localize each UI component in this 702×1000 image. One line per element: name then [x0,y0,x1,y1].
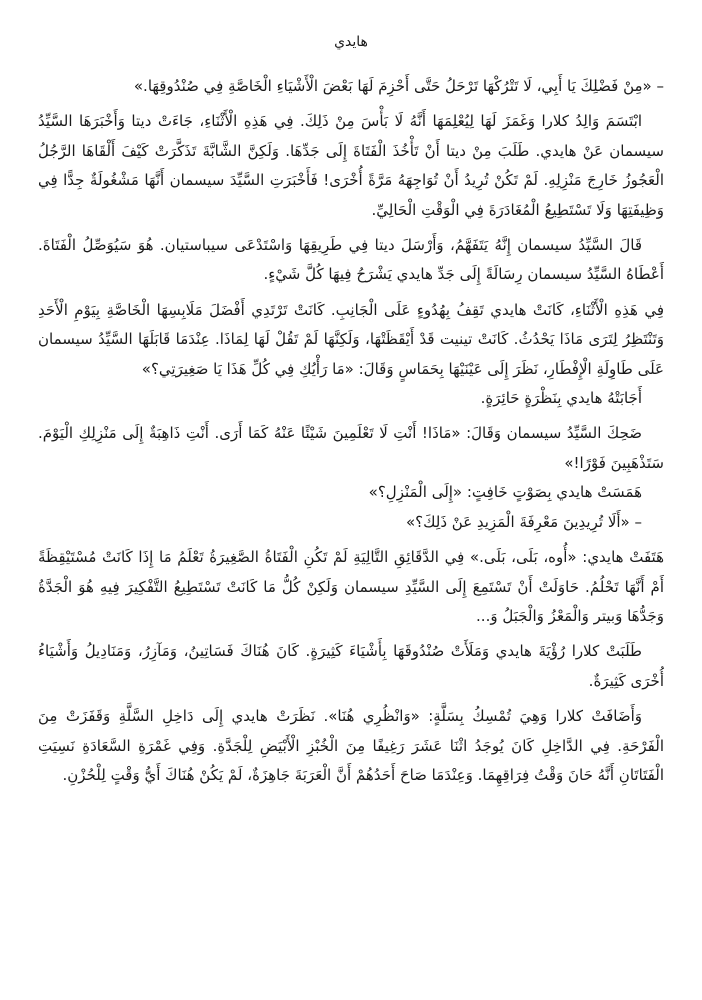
paragraph-1: – «مِنْ فَضْلِكَ يَا أَبِي، لَا تَتْرُكْهَا تَرْحَلُ حَتَّى أَحْزِمَ لَهَا بَعْضَ الْأَشْيَاءِ الْخَاصَّةِ فِي صُنْدُوقِهَا.» [133,77,664,95]
paragraph-3: قَالَ السَّيِّدُ سيسمان إِنَّهُ يَتَفَهَّمُ، وَأَرْسَلَ ديتا فِي طَرِيقِهَا وَاسْتَدْعَى سيباستيان. هُوَ سَيُوَصِّلُ الْفَتَاةَ. أَعْطَاهُ السَّيِّدُ سيسمان رِسَالَةً إِلَى جَدِّ هايدي يَشْرَحُ فِيهَا كُلَّ شَيْءٍ. [38,236,664,284]
paragraph-6: ضَحِكَ السَّيِّدُ سيسمان وَقَالَ: «مَاذَا! أَنْتِ لَا تَعْلَمِينَ شَيْئًا عَنْهُ كَمَا أَرَى. أَنْتِ ذَاهِبَةٌ إِلَى مَنْزِلِكِ الْيَوْمَ. سَتَذْهَبِينَ فَوْرًا!» [38,424,664,472]
page-body [38,72,664,790]
paragraph-8: – «أَلَا تُرِيدِينَ مَعْرِفَةَ الْمَزِيدِ عَنْ ذَلِكَ؟» [406,512,642,531]
paragraph-5: أَجَابَتْهُ هايدي بِنَظْرَةٍ حَائِرَةٍ. [480,389,642,408]
paragraph-11: وَأَضَافَتْ كلارا وَهِيَ تُمْسِكُ بِسَلَّةٍ: «وَانْظُرِي هُنَا». نَظَرَتْ هايدي إِلَى دَاخِلِ السَّلَّةِ وَقَفَزَتْ مِنَ الْفَرْحَةِ. فِي الدَّاخِلِ كَانَ يُوجَدُ اثْنَا عَشَرَ رَغِيفًا مِنَ الْخُبْزِ الْأَبْيَضِ لِلْجَدَّةِ. وَفِي غَمْرَةِ السَّعَادَةِ نَسِيَتِ الْفَتَاتَانِ أَنَّهُ حَانَ وَقْتُ فِرَاقِهِمَا. وَعِنْدَمَا صَاحَ أَحَدُهُمْ أَنَّ الْعَرَبَةَ جَاهِزَةٌ، لَمْ يَكُنْ هُنَاكَ أَيُّ وَقْتٍ لِلْحُزْنِ. [38,707,664,784]
paragraph-7: هَمَسَتْ هايدي بِصَوْتٍ خَافِتٍ: «إِلَى الْمَنْزِلِ؟» [368,483,642,502]
paragraph-9: هَتَفَتْ هايدي: «أُوه، بَلَى، بَلَى.» فِي الدَّقَائِقِ التَّالِيَةِ لَمْ تَكُنِ الْفَتَاةُ الصَّغِيرَةُ تَعْلَمُ مَا إِذَا كَانَتْ مُسْتَيْقِظَةً أَمْ أَنَّهَا تَحْلُمُ. حَاوَلَتْ أَنْ تَسْتَمِعَ إِلَى السَّيِّدِ سيسمان وَلَكِنْ كُلُّ مَا كَانَتْ تَسْتَطِيعُ التَّفْكِيرَ فِيهِ هُوَ الْجَدَّةُ وَجَدُّهَا وَبيتر وَالْمَعْزُ وَالْجَبَلُ وَ... [38,548,664,625]
running-header: هايدي [334,34,368,50]
paragraph-4: فِي هَذِهِ الْأَثْنَاءِ، كَانَتْ هايدي تَقِفُ بِهُدُوءٍ عَلَى الْجَانِبِ. كَانَتْ تَرْتَدِي أَفْضَلَ مَلَابِسِهَا الْخَاصَّةِ بِيَوْمِ الْأَحَدِ وَتَنْتَظِرُ لِتَرَى مَاذَا يَحْدُثُ. كَانَتْ تينيت قَدْ أَيْقَظَتْهَا، وَلَكِنَّهَا لَمْ تَقُلْ لَهَا لِمَاذَا. عِنْدَمَا قَابَلَهَا السَّيِّدُ سيسمان عَلَى طَاوِلَةِ الْإِفْطَارِ، نَظَرَ إِلَى عَيْنَيْهَا بِحَمَاسٍ وَقَالَ: «مَا رَأْيُكِ فِي كُلِّ هَذَا يَا صَغِيرَتِي؟» [38,300,664,378]
paragraph-10: طَلَبَتْ كلارا رُؤْيَةَ هايدي وَمَلَأَتْ صُنْدُوقَهَا بِأَشْيَاءَ كَثِيرَةٍ. كَانَ هُنَاكَ فَسَاتِينُ، وَمَآزِرُ، وَمَنَادِيلُ وَأَشْيَاءُ أُخْرَى كَثِيرَةٌ. [38,642,664,690]
paragraph-2: ابْتَسَمَ وَالِدُ كلارا وَغَمَزَ لَهَا لِيُعْلِمَهَا أَنَّهُ لَا بَأْسَ مِنْ ذَلِكَ. فِي هَذِهِ الْأَثْنَاءِ، جَاءَتْ ديتا وَأَخْبَرَهَا السَّيِّدُ سيسمان عَنْ هايدي. طَلَبَ مِنْ ديتا أَنْ تَأْخُذَ الْفَتَاةَ إِلَى جَدِّهَا. وَلَكِنَّ الشَّابَّةَ تَذَكَّرَتْ كَيْفَ أَلْقَاهَا الرَّجُلُ الْعَجُوزُ خَارِجَ مَنْزِلِهِ. لَمْ تَكُنْ تُرِيدُ أَنْ تُوَاجِهَهُ مَرَّةً أُخْرَى! فَأَخْبَرَتِ السَّيِّدَ سيسمان أَنَّهَا مَشْغُولَةٌ جِدًّا فِي وَظِيفَتِهَا وَلَا تَسْتَطِيعُ الْمُغَادَرَةَ فِي الْوَقْتِ الْحَالِيِّ. [38,112,664,219]
